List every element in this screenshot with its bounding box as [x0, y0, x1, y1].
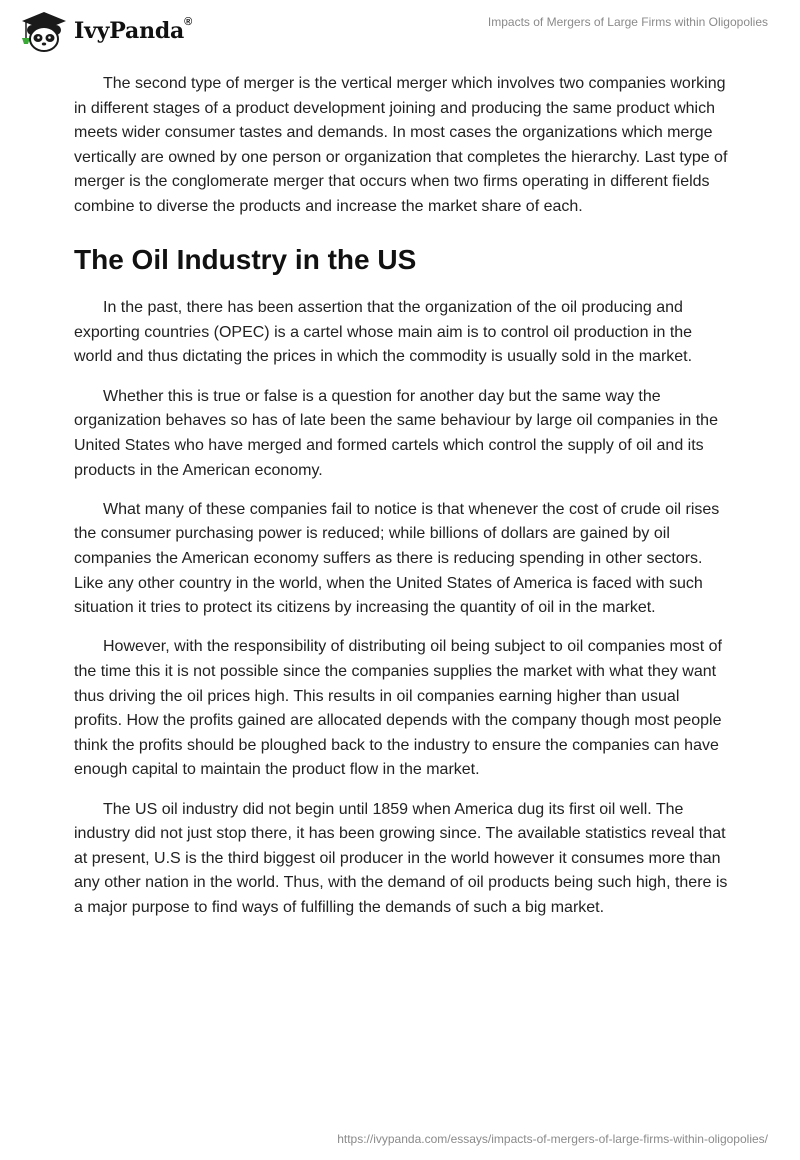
logo-text: IvyPanda® [74, 16, 193, 44]
section-heading: The Oil Industry in the US [74, 244, 417, 276]
document-title: Impacts of Mergers of Large Firms within Oligopolies [487, 15, 768, 29]
paragraph: Whether this is true or false is a question for another day but the same way the organization behaves so has of late been the same behaviour by large oil companies in the United States who have merged and formed cartels which control the supply of oil and its products in the American economy. [74, 387, 718, 479]
paragraph: The US oil industry did not begin until 1859 when America dug its first oil well. The industry did not just stop there, it has been growing since. The available statistics reveal that at present, U.S is the third biggest oil producer in the world however it consumes more than any other nation in the world. Thus, with the demand of oil products being such high, there is a major purpose to find ways of fulfilling the demands of such a big market. [74, 800, 728, 917]
panda-graduate-icon [14, 8, 72, 54]
paragraph: What many of these companies fail to notice is that whenever the cost of crude oil rises the consumer purchasing power is reduced; while billions of dollars are gained by oil companies the American economy suffers as there is reducing spending in other sectors. Like any other country in the world, when the United States of America is faced with such situation it tries to protect its citizens by increasing the quantity of oil in the market. [74, 500, 720, 617]
source-url[interactable]: https://ivypanda.com/essays/impacts-of-mergers-of-large-firms-within-oligopolies/ [337, 1132, 768, 1146]
paragraph: However, with the responsibility of distributing oil being subject to oil companies most of the time this it is not possible since the companies supplies the market with what they want thus driving the oil prices high. This results in oil companies earning higher than usual profits. How the profits gained are allocated depends with the company though most people think the profits should be ploughed back to the industry to ensure the companies can have enough capital to maintain the product flow in the market. [74, 638, 722, 779]
page-header [0, 0, 800, 60]
paragraph: The second type of merger is the vertical merger which involves two companies working in different stages of a product development joining and producing the same product which meets wider consumer tastes and demands. In most cases the organizations which merge vertically are owned by one person or organization that completes the hierarchy. Last type of merger is the conglomerate merger that occurs when two firms operating in different fields combine to diverse the products and increase the market share of each. [74, 75, 728, 215]
article-body [74, 72, 728, 935]
paragraph: In the past, there has been assertion that the organization of the oil producing and exporting countries (OPEC) is a cartel whose main aim is to control oil production in the world and thus dictating the prices in which the commodity is usually sold in the market. [74, 299, 693, 366]
ivypanda-logo[interactable] [14, 8, 192, 54]
